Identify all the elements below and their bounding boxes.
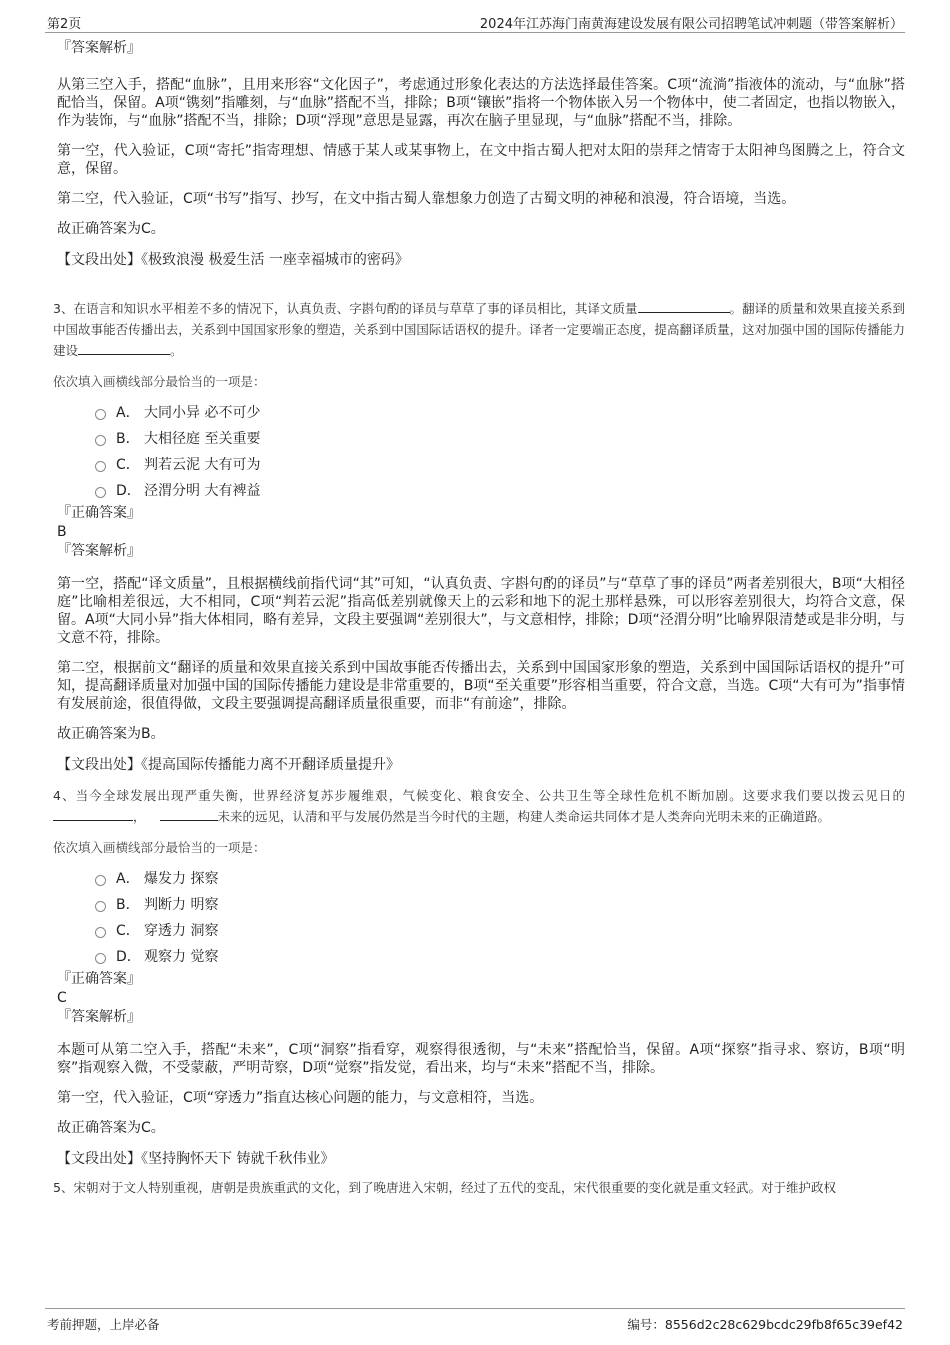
q2-conclusion: 故正确答案为C。 xyxy=(57,221,165,237)
radio-icon[interactable] xyxy=(95,435,106,446)
q4-source: 【文段出处】《坚持胸怀天下 铸就千秋伟业》 xyxy=(57,1151,335,1167)
q4-correct-answer: C xyxy=(57,990,67,1006)
q4-option-a[interactable]: A． 爆发力 探察 xyxy=(95,865,905,891)
q3-blank-2 xyxy=(78,341,170,355)
q4-stem: 4、当今全球发展出现严重失衡，世界经济复苏步履维艰，气候变化、粮食安全、公共卫生等全球性危机不断加剧。这要求我们要以拨云见日的， 未来的远见，认清和平与发展仍然是当今时代的主题，构建人类命运共同体才是人类奔向光明未来的正确道路。 xyxy=(53,788,905,824)
q3-correct-label: 『正确答案』 xyxy=(57,505,141,521)
document-code: 编号：8556d2c28c629bcdc29fb8f65c39ef42 xyxy=(627,1317,903,1332)
radio-icon[interactable] xyxy=(95,487,106,498)
page-number: 第2页 xyxy=(47,17,82,32)
radio-icon[interactable] xyxy=(95,953,106,964)
radio-icon[interactable] xyxy=(95,461,106,472)
q3-analysis-label: 『答案解析』 xyxy=(57,543,141,559)
q2-analysis-p3: 第二空，代入验证，C项“书写”指写、抄写，在文中指古蜀人靠想象力创造了古蜀文明的神秘和浪漫，符合语境，当选。 xyxy=(57,191,796,207)
page-header xyxy=(45,10,905,33)
q4-blank-2 xyxy=(160,807,218,821)
q4-blank-1 xyxy=(53,807,133,821)
q4-options xyxy=(95,865,905,969)
q3-option-b[interactable]: B． 大相径庭 至关重要 xyxy=(95,425,905,451)
radio-icon[interactable] xyxy=(95,927,106,938)
q4-option-c[interactable]: C． 穿透力 洞察 xyxy=(95,917,905,943)
footer-slogan: 考前押题，上岸必备 xyxy=(47,1317,160,1332)
page-footer xyxy=(45,1308,905,1335)
q3-correct-answer: B xyxy=(57,524,67,540)
q4-conclusion: 故正确答案为C。 xyxy=(57,1120,165,1136)
q3-blank-1 xyxy=(638,299,730,313)
document-title: 2024年江苏海门南黄海建设发展有限公司招聘笔试冲刺题（带答案解析） xyxy=(479,17,903,32)
q4-analysis-p2: 第一空，代入验证，C项“穿透力”指直达核心问题的能力，与文意相符，当选。 xyxy=(57,1090,544,1106)
q2-analysis-p1: 从第三空入手，搭配“血脉”，且用来形容“文化因子”，考虑通过形象化表达的方法选择最佳答案。C项“流淌”指液体的流动，与“血脉”搭配恰当，保留。A项“镌刻”指雕刻，与“血脉”搭配不当，排除；B项“镶嵌”指将一个物体嵌入另一个物体中，使二者固定，也指以物嵌入，作为装饰，与“血脉”搭配不当，排除；D项“浮现”意思是显露，再次在脑子里显现，与“血脉”搭配不当，排除。 xyxy=(57,77,905,129)
q4-correct-label: 『正确答案』 xyxy=(57,971,141,987)
q4-instruction: 依次填入画横线部分最恰当的一项是： xyxy=(53,840,266,855)
q2-analysis-label: 『答案解析』 xyxy=(57,40,141,56)
radio-icon[interactable] xyxy=(95,409,106,420)
radio-icon[interactable] xyxy=(95,901,106,912)
radio-icon[interactable] xyxy=(95,875,106,886)
q3-option-a[interactable]: A． 大同小异 必不可少 xyxy=(95,399,905,425)
q3-analysis-p2: 第二空，根据前文“翻译的质量和效果直接关系到中国故事能否传播出去，关系到中国国家形象的塑造，关系到中国国际话语权的提升”可知，提高翻译质量对加强中国的国际传播能力建设是非常重要的，B项“至关重要”形容相当重要，符合文意，当选。C项“大有可为”指事情有发展前途，很值得做，文段主要强调提高翻译质量很重要，而非“有前途”，排除。 xyxy=(57,660,905,712)
q4-option-d[interactable]: D． 观察力 觉察 xyxy=(95,943,905,969)
q3-conclusion: 故正确答案为B。 xyxy=(57,726,165,742)
q3-stem: 3、在语言和知识水平相差不多的情况下，认真负责、字斟句酌的译员与草草了事的译员相比，其译文质量 。翻译的质量和效果直接关系到中国故事能否传播出去，关系到中国国家形象的塑造，关系到中国国际话语权的提升。译者一定要端正态度，提高翻译质量，这对加强中国的国际传播能力建设 。 xyxy=(53,301,905,358)
q3-analysis-p1: 第一空，搭配“译文质量”，且根据横线前指代词“其”可知，“认真负责、字斟句酌的译员”与“草草了事的译员”两者差别很大，B项“大相径庭”比喻相差很远，大不相同，C项“判若云泥”指高低差别就像天上的云彩和地下的泥土那样悬殊，可以形容差别很大，均符合文意，保留。A项“大同小异”指大体相同，略有差异，文段主要强调“差别很大”，与文意相悖，排除；D项“泾渭分明”比喻界限清楚或是非分明，与文意不符，排除。 xyxy=(57,576,905,646)
q3-instruction: 依次填入画横线部分最恰当的一项是： xyxy=(53,374,266,389)
q3-option-c[interactable]: C． 判若云泥 大有可为 xyxy=(95,451,905,477)
page-content xyxy=(45,38,905,1198)
q5-stem: 5、宋朝对于文人特别重视，唐朝是贵族重武的文化，到了晚唐进入宋朝，经过了五代的变乱，宋代很重要的变化就是重文轻武。对于维护政权 xyxy=(53,1180,836,1195)
q2-source: 【文段出处】《极致浪漫 极爱生活 一座幸福城市的密码》 xyxy=(57,252,409,268)
q3-option-d[interactable]: D． 泾渭分明 大有裨益 xyxy=(95,477,905,503)
q4-analysis-label: 『答案解析』 xyxy=(57,1009,141,1025)
q3-source: 【文段出处】《提高国际传播能力离不开翻译质量提升》 xyxy=(57,757,400,773)
q4-analysis-p1: 本题可从第二空入手，搭配“未来”，C项“洞察”指看穿，观察得很透彻，与“未来”搭配恰当，保留。A项“探察”指寻求、察访，B项“明察”指观察入微，不受蒙蔽，严明苛察，D项“觉察”指发觉，看出来，均与“未来”搭配不当，排除。 xyxy=(57,1042,905,1076)
q3-options xyxy=(95,399,905,503)
q2-analysis-p2: 第一空，代入验证，C项“寄托”指寄理想、情感于某人或某事物上，在文中指古蜀人把对太阳的崇拜之情寄于太阳神鸟图腾之上，符合文意，保留。 xyxy=(57,143,905,177)
q4-option-b[interactable]: B． 判断力 明察 xyxy=(95,891,905,917)
